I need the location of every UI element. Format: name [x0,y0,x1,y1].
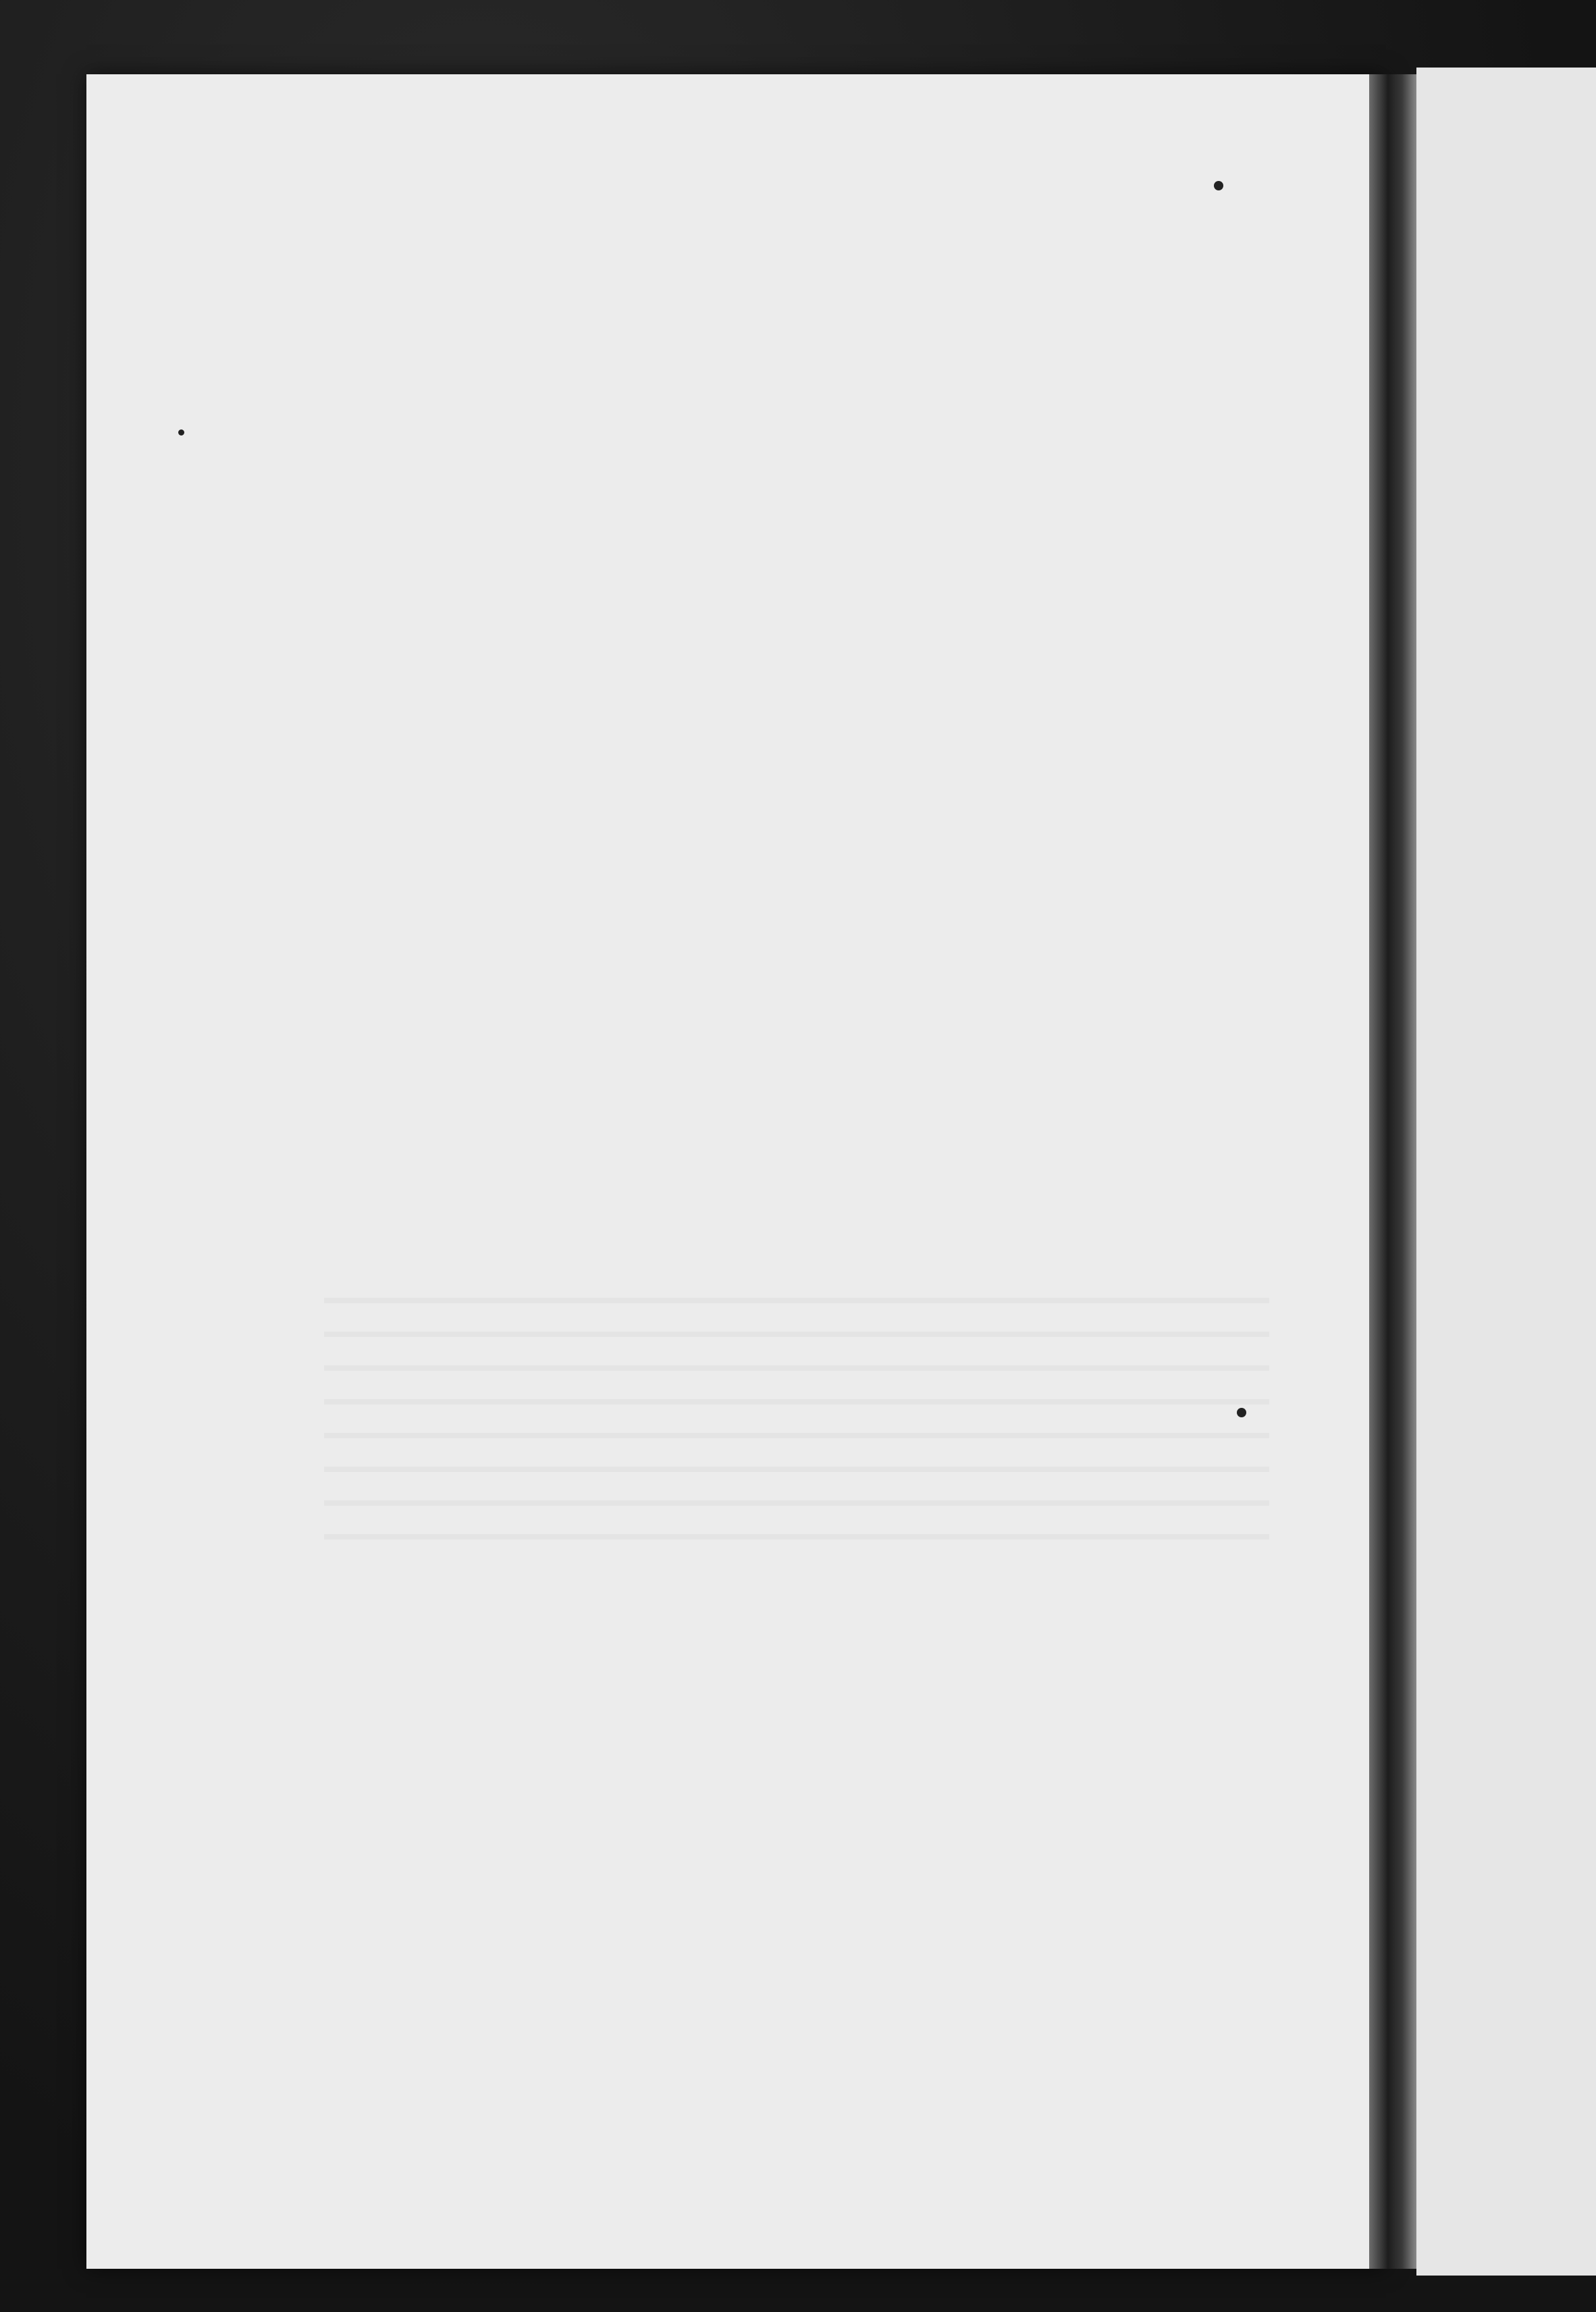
ink-spot [178,429,184,436]
ledger-page [86,74,1386,2269]
bleed-through-text [324,1269,1269,1553]
ink-spot [1214,181,1223,190]
ink-spot [1237,1408,1246,1417]
facing-page [1416,68,1596,2276]
book-gutter [1369,74,1416,2269]
